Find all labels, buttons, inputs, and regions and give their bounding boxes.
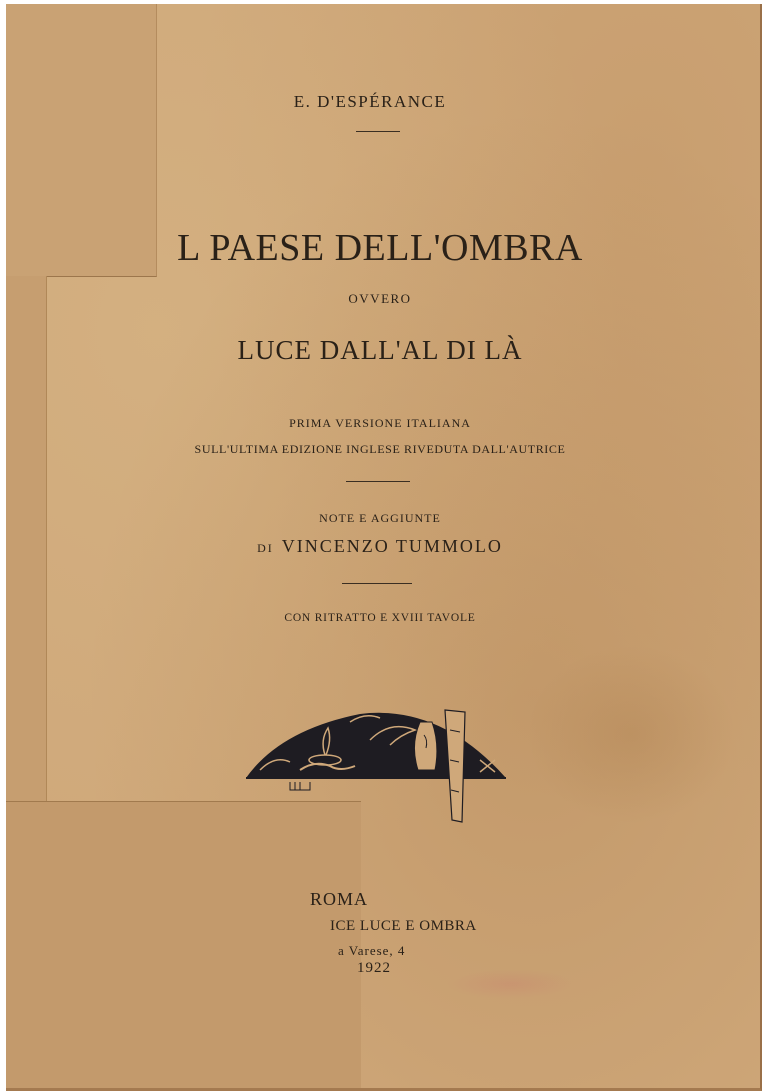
book-subtitle: LUCE DALL'AL DI LÀ bbox=[237, 335, 523, 365]
editor-name: VINCENZO TUMMOLO bbox=[281, 536, 503, 556]
notes-line: NOTE E AGGIUNTE bbox=[319, 511, 441, 525]
lamp-and-sibyl-vignette-icon bbox=[240, 700, 510, 825]
edition-detail: SULL'ULTIMA EDIZIONE INGLESE RIVEDUTA DALL'AUTRICE bbox=[194, 442, 566, 456]
title-conjunction: OVVERO bbox=[348, 291, 412, 306]
publication-year: 1922 bbox=[357, 960, 391, 976]
edition-note: PRIMA VERSIONE ITALIANA bbox=[289, 416, 471, 430]
editor-prefix: DI bbox=[257, 541, 274, 555]
divider-rule bbox=[342, 583, 412, 584]
book-title: L PAESE DELL'OMBRA bbox=[177, 227, 583, 269]
plates-line: CON RITRATTO E XVIII TAVOLE bbox=[284, 612, 476, 624]
author-name: E. D'ESPÉRANCE bbox=[293, 92, 447, 111]
divider-rule bbox=[346, 481, 410, 482]
publisher-address: a Varese, 4 bbox=[338, 943, 406, 958]
publisher-name: ICE LUCE E OMBRA bbox=[330, 918, 477, 934]
editor-line bbox=[200, 536, 560, 557]
publication-city: ROMA bbox=[310, 889, 369, 909]
divider-rule bbox=[356, 131, 400, 132]
